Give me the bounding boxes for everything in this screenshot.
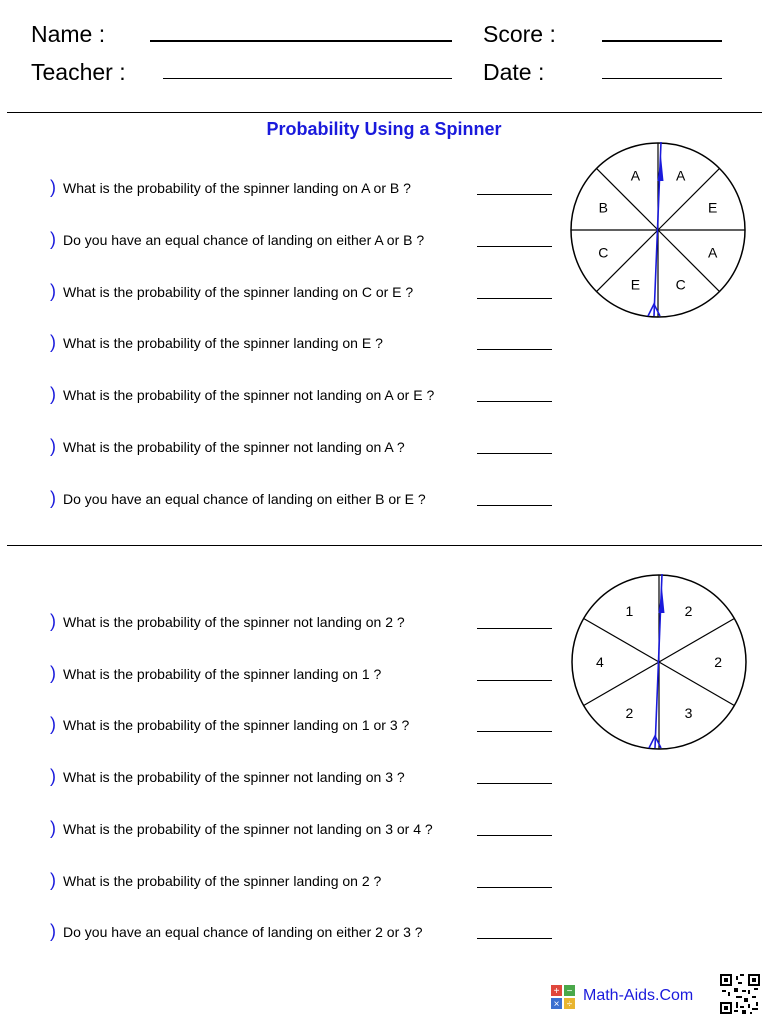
answer-blank[interactable]	[477, 349, 552, 350]
spinner-label: E	[630, 276, 641, 293]
question-text: What is the probability of the spinner landing on 1 or 3 ?	[63, 717, 410, 733]
name-label: Name :	[31, 21, 106, 47]
spinner-label: 2	[625, 705, 634, 722]
question-text: What is the probability of the spinner not landing on A ?	[63, 439, 405, 455]
question-paren: )	[50, 663, 56, 683]
calculator-icon	[551, 985, 575, 1009]
spinner-label: E	[707, 199, 718, 216]
spinner-label: 3	[684, 705, 693, 722]
question-text: What is the probability of the spinner not landing on 3 ?	[63, 769, 405, 785]
worksheet-title: Probability Using a Spinner	[266, 119, 502, 139]
divider-middle	[7, 545, 762, 546]
question-text: What is the probability of the spinner landing on 1 ?	[63, 666, 382, 682]
question-item	[0, 765, 560, 787]
divider-top	[7, 112, 762, 113]
question-item	[0, 487, 560, 509]
question-item	[0, 920, 560, 942]
spinner-label: C	[675, 276, 686, 293]
svg-text:×: ×	[553, 999, 560, 1009]
spinner-label: 4	[595, 654, 604, 670]
spinner-label: 2	[684, 602, 693, 619]
question-paren: )	[50, 766, 56, 786]
question-item	[0, 435, 560, 457]
question-item	[0, 610, 560, 632]
date-field[interactable]	[602, 78, 722, 79]
question-paren: )	[50, 870, 56, 890]
answer-blank[interactable]	[477, 401, 552, 402]
spinner-label: 1	[625, 602, 634, 619]
question-text: Do you have an equal chance of landing on either B or E ?	[63, 491, 426, 507]
question-paren: )	[50, 488, 56, 508]
question-item	[0, 383, 560, 405]
question-text: What is the probability of the spinner not landing on A or E ?	[63, 387, 435, 403]
question-item	[0, 280, 560, 302]
answer-blank[interactable]	[477, 298, 552, 299]
score-label: Score :	[483, 21, 556, 47]
question-text: What is the probability of the spinner not landing on 2 ?	[63, 614, 405, 630]
svg-text:÷: ÷	[566, 999, 573, 1009]
name-field[interactable]	[150, 40, 452, 42]
spinner-label: B	[598, 199, 609, 216]
question-item	[0, 869, 560, 891]
answer-blank[interactable]	[477, 246, 552, 247]
answer-blank[interactable]	[477, 453, 552, 454]
question-paren: )	[50, 384, 56, 404]
answer-blank[interactable]	[477, 505, 552, 506]
question-paren: )	[50, 921, 56, 941]
question-text: What is the probability of the spinner landing on E ?	[63, 335, 383, 351]
score-field[interactable]	[602, 40, 722, 42]
date-label: Date :	[483, 59, 545, 85]
svg-text:−: −	[566, 986, 573, 997]
question-text: What is the probability of the spinner landing on C or E ?	[63, 284, 414, 300]
svg-text:+: +	[553, 986, 560, 997]
question-paren: )	[50, 229, 56, 249]
spinner-label: A	[675, 167, 686, 184]
question-text: What is the probability of the spinner landing on A or B ?	[63, 180, 411, 196]
question-paren: )	[50, 611, 56, 631]
answer-blank[interactable]	[477, 194, 552, 195]
answer-blank[interactable]	[477, 628, 552, 629]
question-paren: )	[50, 177, 56, 197]
spinner-label: A	[707, 244, 718, 261]
spinner-label: 2	[714, 654, 723, 670]
spinner-numbers	[570, 571, 748, 753]
question-text: Do you have an equal chance of landing on either 2 or 3 ?	[63, 924, 423, 940]
teacher-label: Teacher :	[31, 59, 126, 85]
question-item	[0, 817, 560, 839]
question-item	[0, 713, 560, 735]
question-paren: )	[50, 436, 56, 456]
spinner-label: C	[598, 244, 609, 261]
answer-blank[interactable]	[477, 783, 552, 784]
question-text: Do you have an equal chance of landing on either A or B ?	[63, 232, 425, 248]
question-paren: )	[50, 714, 56, 734]
answer-blank[interactable]	[477, 887, 552, 888]
question-paren: )	[50, 281, 56, 301]
answer-blank[interactable]	[477, 938, 552, 939]
question-text: What is the probability of the spinner not landing on 3 or 4 ?	[63, 821, 433, 837]
question-item	[0, 331, 560, 353]
answer-blank[interactable]	[477, 731, 552, 732]
spinner-letters	[569, 139, 747, 321]
spinner-label: A	[630, 167, 641, 184]
question-item	[0, 176, 560, 198]
qr-code-icon	[720, 974, 760, 1014]
answer-blank[interactable]	[477, 680, 552, 681]
teacher-field[interactable]	[163, 78, 452, 79]
question-text: What is the probability of the spinner landing on 2 ?	[63, 873, 382, 889]
brand-link[interactable]: Math-Aids.Com	[583, 987, 694, 1004]
answer-blank[interactable]	[477, 835, 552, 836]
question-item	[0, 662, 560, 684]
question-item	[0, 228, 560, 250]
question-paren: )	[50, 818, 56, 838]
question-paren: )	[50, 332, 56, 352]
